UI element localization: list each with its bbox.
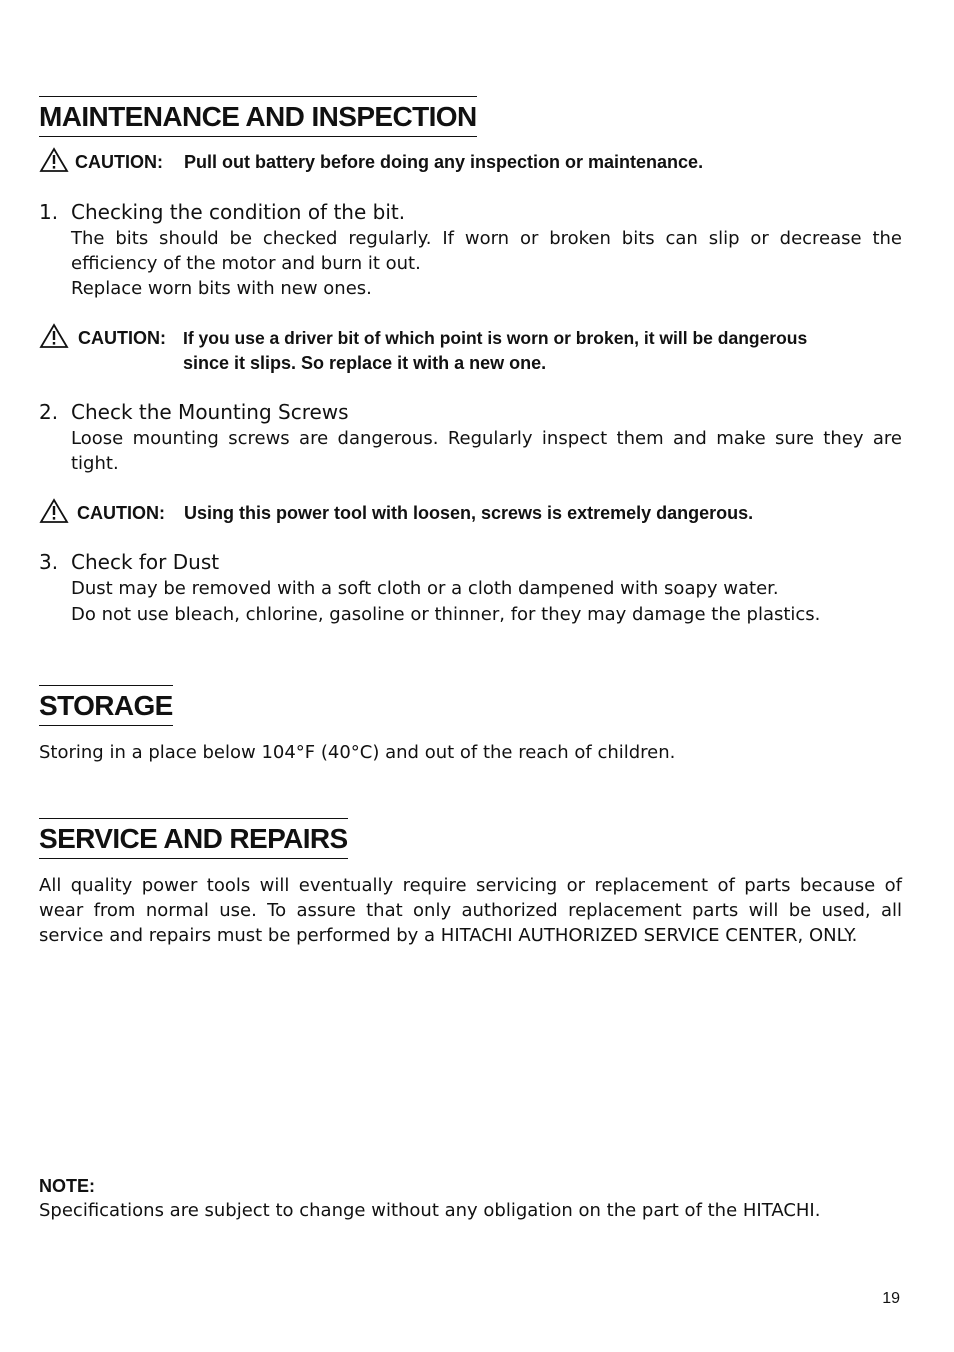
item-title-text: Checking the condition of the bit. (71, 200, 406, 224)
caution-text: If you use a driver bit of which point is worn or broken, it will be dangerous (183, 328, 808, 348)
item-1-body-2: Replace worn bits with new ones. (71, 278, 372, 299)
item-title-text: Check for Dust (71, 550, 220, 574)
caution-label: CAUTION: (77, 503, 165, 523)
item-2-body: Loose mounting screws are dangerous. Regularly inspect them and make sure they are tight. (71, 428, 902, 474)
caution-text: Using this power tool with loosen, screws is extremely dangerous. (184, 503, 754, 523)
service-body: All quality power tools will eventually require servicing or replacement of parts because of wear from normal use. To assure that only authorized replacement parts will be used, all service and repairs must be performed by a HITACHI AUTHORIZED SERVICE CENTER, ONLY. (39, 875, 902, 946)
item-3-title (39, 549, 219, 575)
caution-text: Pull out battery before doing any inspection or maintenance. (184, 152, 704, 172)
item-3-body: Dust may be removed with a soft cloth or a cloth dampened with soapy water. (71, 578, 779, 599)
item-1-body: The bits should be checked regularly. If worn or broken bits can slip or decrease the efficiency of the motor and burn it out. (71, 228, 902, 274)
item-number: 1. (39, 200, 59, 224)
item-1-title (39, 199, 405, 225)
item-3-body-2: Do not use bleach, chlorine, gasoline or thinner, for they may damage the plastics. (71, 604, 821, 625)
storage-body: Storing in a place below 104°F (40°C) and out of the reach of children. (39, 742, 676, 763)
item-2-title (39, 399, 349, 425)
warning-triangle-icon (39, 323, 69, 349)
service-heading: SERVICE AND REPAIRS (39, 818, 348, 859)
storage-heading: STORAGE (39, 685, 173, 726)
item-number: 3. (39, 550, 59, 574)
caution-label: CAUTION: (75, 152, 163, 172)
page-number: 19 (882, 1290, 900, 1307)
maintenance-heading: MAINTENANCE AND INSPECTION (39, 96, 477, 137)
note-label: NOTE: (39, 1176, 95, 1196)
caution-worn-bit (39, 326, 902, 376)
item-title-text: Check the Mounting Screws (71, 400, 349, 424)
caution-label: CAUTION: (78, 328, 166, 348)
warning-triangle-icon (39, 498, 69, 524)
caution-text-2: since it slips. So replace it with a new one. (183, 353, 547, 373)
warning-triangle-icon (39, 147, 69, 173)
item-number: 2. (39, 400, 59, 424)
note-text: Specifications are subject to change without any obligation on the part of the HITACHI. (39, 1200, 821, 1221)
